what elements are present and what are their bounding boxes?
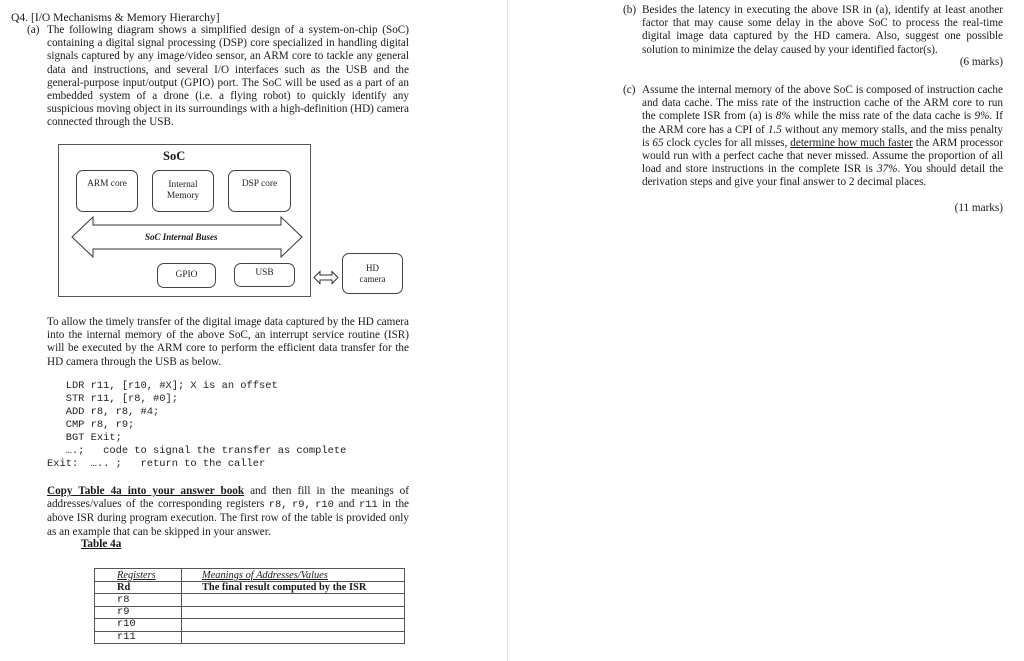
gpio-label: GPIO (175, 270, 198, 280)
arm-core-label: ARM core (87, 179, 127, 189)
part-b-label: (b) (623, 4, 637, 16)
code-line: LDR r11, [r10, #X]; X is an offset (47, 380, 278, 392)
part-c-text-2: while the miss rate of the data cache is (790, 110, 975, 123)
code-line: ….; code to signal the transfer as complete (47, 445, 347, 457)
reg-r11-inline: r11 (358, 499, 378, 512)
and-word: and (333, 498, 359, 511)
data-miss-rate: 9% (974, 110, 990, 123)
cell-meaning (182, 619, 405, 631)
table-row (95, 606, 405, 618)
usb-label: USB (255, 268, 274, 278)
cell-meaning: The final result computed by the ISR (182, 582, 405, 594)
part-c-text-7: . You should detail the derivation steps and give your final answer to 2 decimal places. (642, 163, 1003, 189)
cell-register: r10 (95, 619, 182, 631)
hd-camera-block (342, 253, 403, 294)
part-c-text-3: . If the ARM core has a CPI of (642, 110, 1003, 136)
table-header-row (95, 569, 405, 582)
question-title: Q4. [I/O Mechanisms & Memory Hierarchy] (11, 11, 220, 24)
reg-r8-inline: r8, (268, 499, 288, 512)
part-c-text (642, 84, 1003, 190)
cell-register: r8 (95, 594, 182, 606)
hd-camera-label-1: HD (366, 262, 379, 273)
bus-label: SoC Internal Buses (145, 232, 218, 242)
dsp-core-block (228, 170, 291, 212)
isr-code-block (47, 380, 346, 471)
part-c-text-6: the ARM processor would run with a perfect cache that never missed. Assume the proportion of all load and store instructions in the complete ISR is (642, 136, 1003, 176)
usb-block (234, 263, 295, 287)
miss-penalty: 65 (652, 136, 664, 149)
header-meanings: Meanings of Addresses/Values (182, 569, 405, 582)
part-b-marks: (6 marks) (959, 56, 1003, 68)
code-line: CMP r8, r9; (47, 419, 135, 431)
part-b-text: Besides the latency in executing the above ISR in (a), identify at least another factor that may cause some delay in the above SoC to process the real-time digital image data captured by the HD camera. Also, suggest one possible solution to minimize the delay caused by your identified factor(s). (642, 4, 1003, 56)
internal-memory-label-1: Internal (168, 180, 198, 190)
internal-memory-label-2: Memory (166, 191, 200, 201)
cpi-value: 1.5 (767, 123, 782, 136)
cell-register: r9 (95, 606, 182, 618)
usb-camera-link-arrow-icon (313, 270, 339, 285)
cell-register: r11 (95, 631, 182, 643)
code-line: BGT Exit; (47, 432, 122, 444)
instruction-miss-rate: 8% (775, 110, 791, 123)
part-c-label: (c) (623, 84, 636, 96)
table-row (95, 582, 405, 594)
arm-core-block (76, 170, 138, 212)
code-line: ADD r8, r8, #4; (47, 406, 160, 418)
code-line: STR r11, [r8, #0]; (47, 393, 178, 405)
table-row (95, 594, 405, 606)
soc-title: SoC (163, 149, 186, 163)
load-store-ratio: 37% (876, 163, 898, 176)
part-c-emphasis: determine how much faster (790, 136, 913, 149)
column-divider (507, 0, 508, 661)
copy-instruction-emphasis: Copy Table 4a into your answer book (47, 485, 245, 497)
table-row (95, 619, 405, 631)
reg-r9-inline: r9, (291, 499, 311, 512)
hd-camera-label-2: camera (359, 273, 386, 284)
internal-memory-block (152, 170, 214, 212)
gpio-block (157, 263, 216, 288)
table-title: Table 4a (81, 538, 122, 550)
cell-meaning (182, 631, 405, 643)
reg-r10-inline: r10 (315, 499, 334, 512)
copy-instruction-text: and then fill in the meanings of addresses/values of the corresponding registers (47, 485, 409, 511)
part-a-label: (a) (27, 24, 40, 36)
cell-meaning (182, 594, 405, 606)
cell-register: Rd (95, 582, 182, 594)
part-a-intro: The following diagram shows a simplified design of a system-on-chip (SoC) containing a digital signal processing (DSP) core specialized in handling digital signals captured by any image/video sensor, an ARM core to tackle any general data and instructions, and several I/O interfaces such as the USB and the general-purpose input/output (GPIO) port. The SoC will be used as a part of an embedded system of a drone (i.e. a flying robot) to quickly identify any suspicious moving object in its surroundings with a high-definition (HD) camera connected through the USB. (47, 24, 409, 129)
part-c-text-1: Assume the internal memory of the above SoC is composed of instruction cache and data cache. The miss rate of the instruction cache of the ARM core to run the complete ISR from (a) is (642, 84, 1003, 123)
dsp-core-label: DSP core (241, 179, 278, 189)
register-table (94, 568, 405, 644)
part-c-text-5: clock cycles for all misses, (663, 136, 791, 149)
copy-instruction-text-2: in the above ISR during program execution. The first row of the table is provided only as an example that can be skipped in your answer. (47, 498, 410, 538)
copy-table-instruction (47, 485, 409, 539)
part-c-text-4: without any memory stalls, and the miss penalty is (642, 123, 1003, 149)
code-line: Exit: ….. ; return to the caller (47, 458, 266, 470)
table-row (95, 631, 405, 643)
cell-meaning (182, 606, 405, 618)
header-registers: Registers (95, 569, 182, 582)
part-c-marks: (11 marks) (954, 202, 1003, 214)
transfer-paragraph: To allow the timely transfer of the digital image data captured by the HD camera into the internal memory of the above SoC, an interrupt service routine (ISR) will be executed by the ARM core to perform the efficient data transfer for the HD camera through the USB as below. (47, 316, 409, 368)
